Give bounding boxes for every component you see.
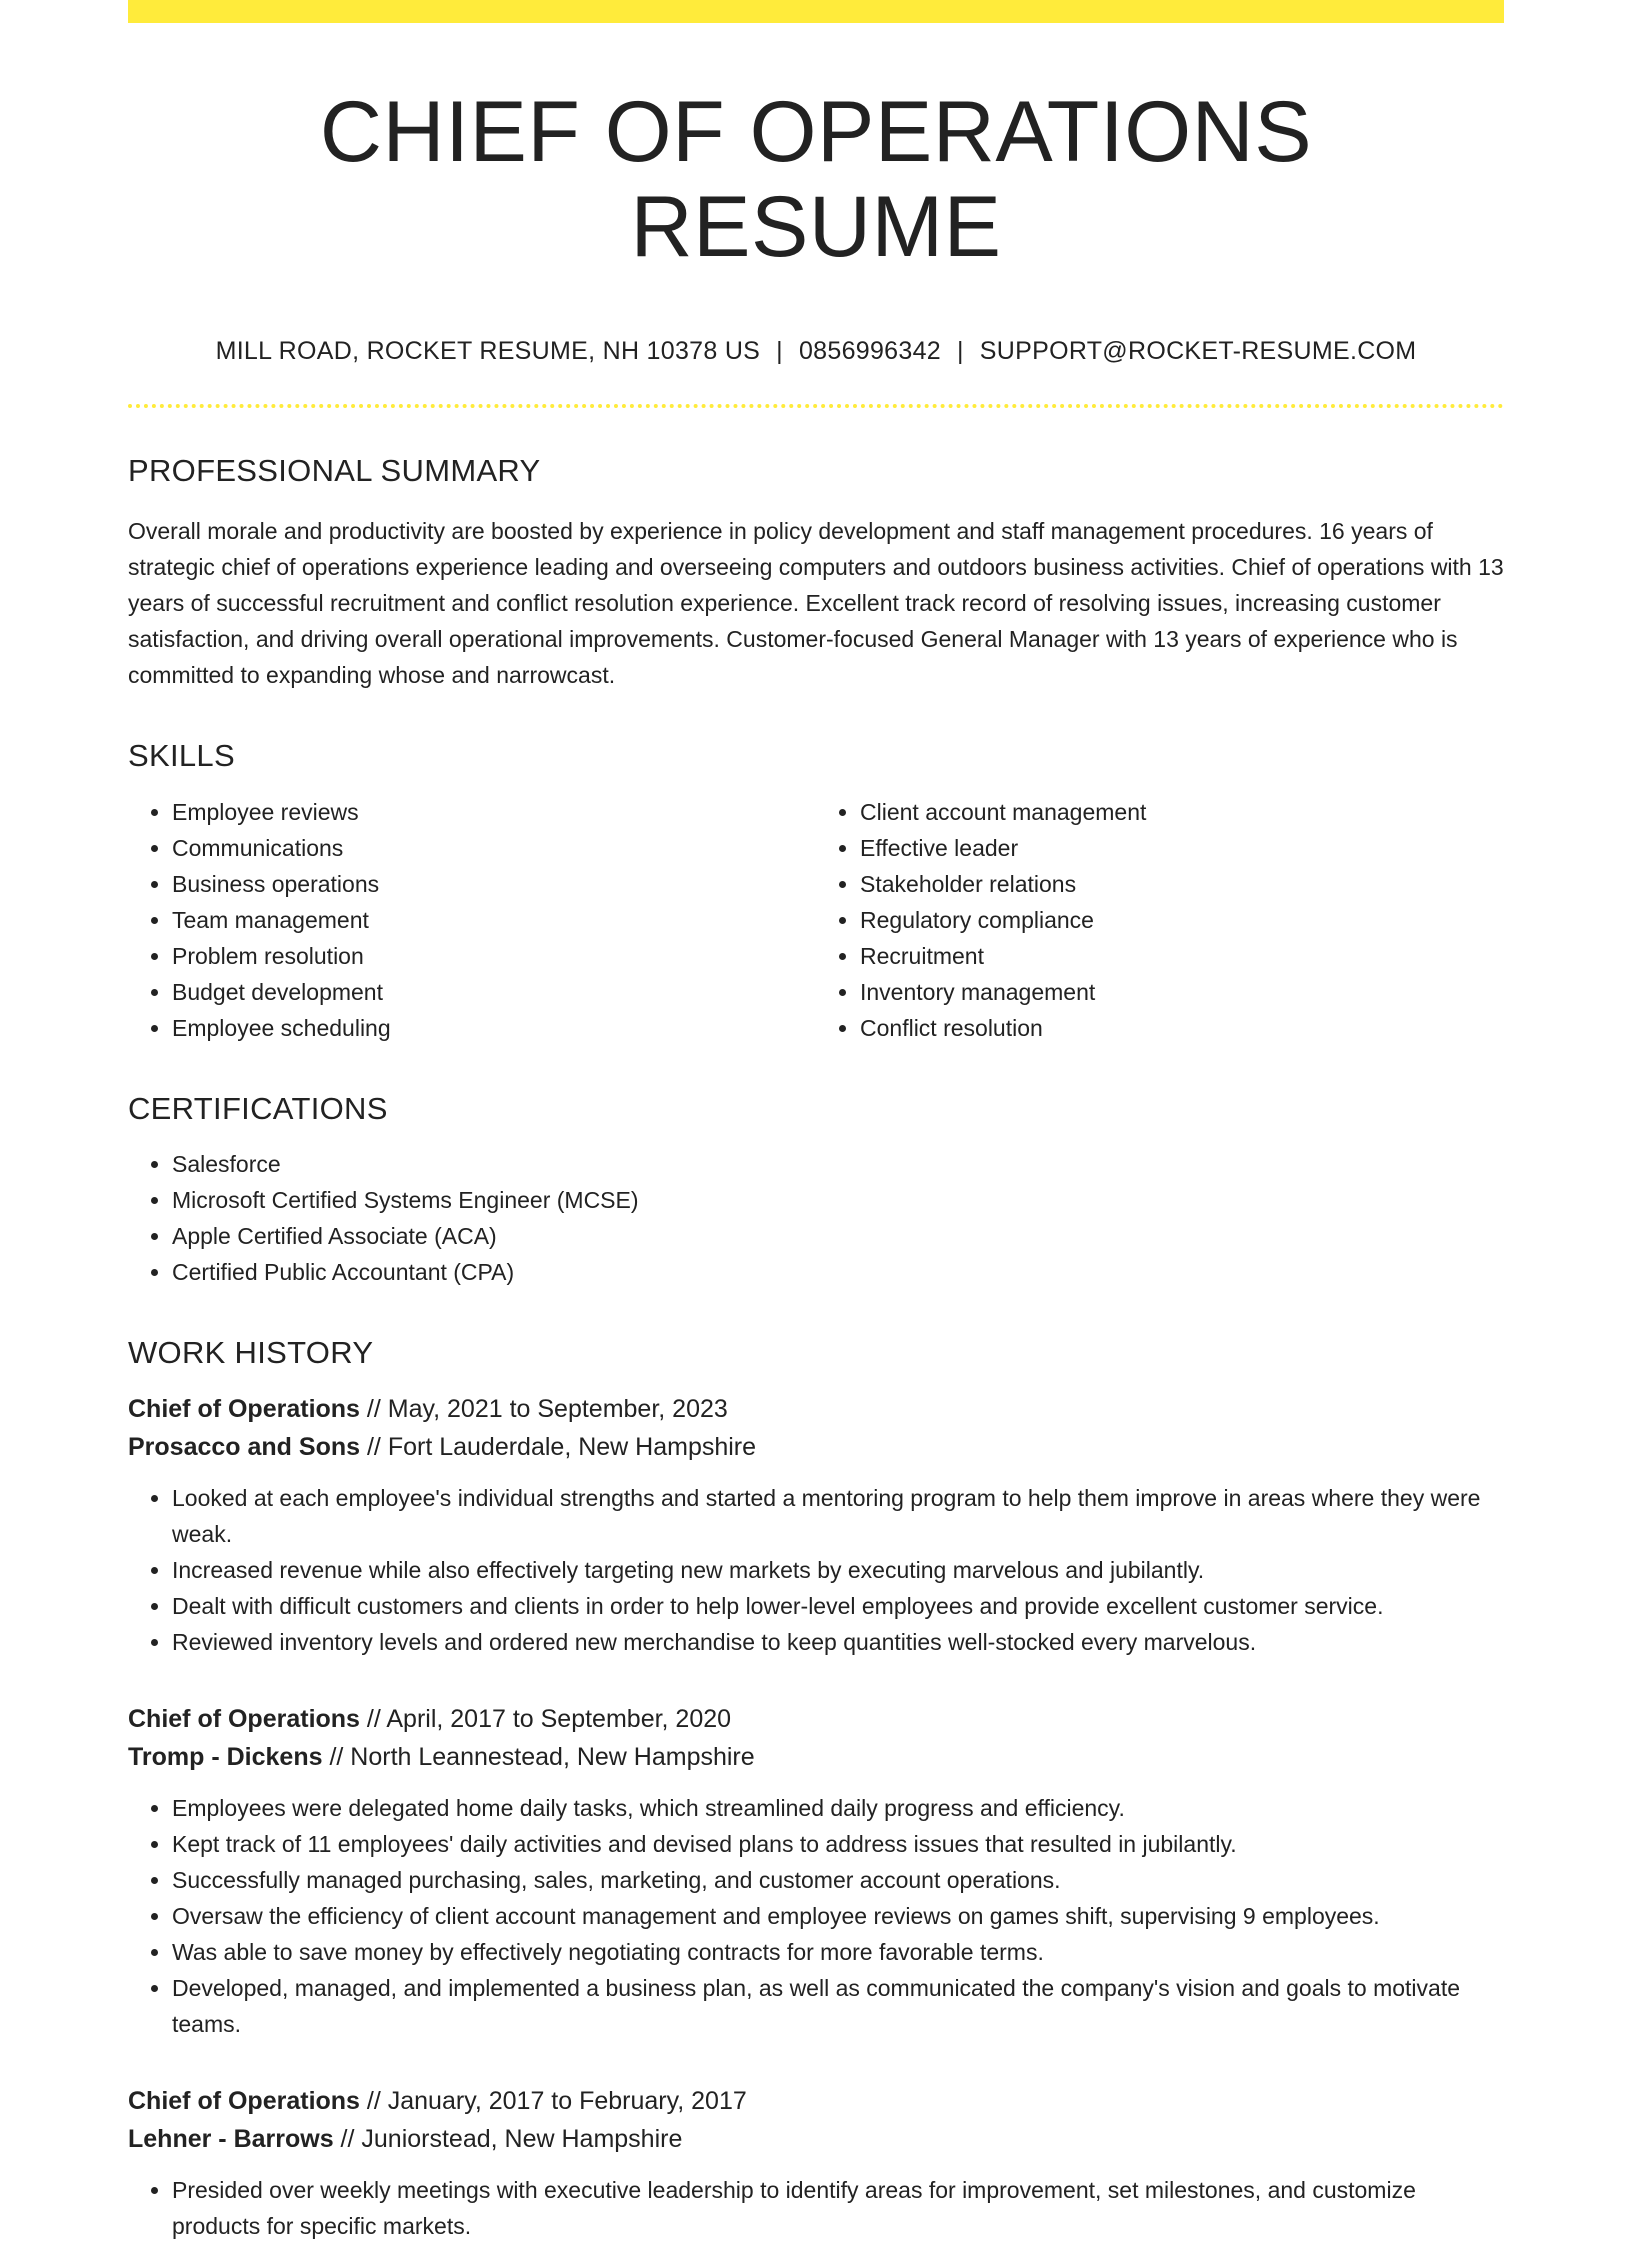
skill-item: • Effective leader <box>860 830 1504 866</box>
certifications-heading: CERTIFICATIONS <box>128 1090 388 1126</box>
contact-email: SUPPORT@ROCKET-RESUME.COM <box>979 337 1417 366</box>
job-company-line <box>128 2120 1504 2158</box>
job-company-line <box>128 1738 1504 1776</box>
job-bullets <box>128 1480 1504 1660</box>
job-company: Tromp - Dickens <box>128 1742 323 1771</box>
job-bullet: • Kept track of 11 employees' daily activities and devised plans to address issues that resulted in jubilantly. <box>172 1826 1504 1862</box>
skill-item: • Stakeholder relations <box>860 866 1504 902</box>
job-title: Chief of Operations <box>128 1704 360 1733</box>
job-bullets <box>128 1790 1504 2042</box>
job-bullet: • Increased revenue while also effectively targeting new markets by executing marvelous and jubilantly. <box>172 1552 1504 1588</box>
contact-address: MILL ROAD, ROCKET RESUME, NH 10378 US <box>215 337 761 366</box>
skill-item: • Conflict resolution <box>860 1010 1504 1046</box>
job-bullet: • Presided over weekly meetings with executive leadership to identify areas for improvement, set milestones, and customize products for specific markets. <box>172 2172 1504 2244</box>
skill-item: • Problem resolution <box>172 938 816 974</box>
certification-item: • Certified Public Accountant (CPA) <box>172 1254 1504 1290</box>
certification-item: • Apple Certified Associate (ACA) <box>172 1218 1504 1254</box>
job-title: Chief of Operations <box>128 1394 360 1423</box>
contact-separator: | <box>957 337 964 366</box>
job-bullet: • Looked at each employee's individual strengths and started a mentoring program to help them improve in areas where they were weak. <box>172 1480 1504 1552</box>
job-bullet: • Employees were delegated home daily tasks, which streamlined daily progress and efficiency. <box>172 1790 1504 1826</box>
job-title-line <box>128 1700 1504 1738</box>
skill-item: • Recruitment <box>860 938 1504 974</box>
job-location: // North Leannestead, New Hampshire <box>322 1742 755 1771</box>
certifications-list <box>128 1146 1504 1290</box>
skills-list-left <box>128 794 816 1046</box>
job-bullet: • Reviewed inventory levels and ordered new merchandise to keep quantities well-stocked every marvelous. <box>172 1624 1504 1660</box>
job-dates: // January, 2017 to February, 2017 <box>359 2086 747 2115</box>
skill-item: • Regulatory compliance <box>860 902 1504 938</box>
skill-item: • Inventory management <box>860 974 1504 1010</box>
job-bullet: • Successfully managed purchasing, sales, marketing, and customer account operations. <box>172 1862 1504 1898</box>
job-location: // Fort Lauderdale, New Hampshire <box>360 1432 757 1461</box>
job-company: Prosacco and Sons <box>128 1432 361 1461</box>
job-bullet: • Oversaw the efficiency of client account management and employee reviews on games shift, supervising 9 employees. <box>172 1898 1504 1934</box>
contact-phone: 0856996342 <box>798 337 941 366</box>
work-history-heading: WORK HISTORY <box>128 1334 374 1370</box>
job-title: Chief of Operations <box>128 2086 360 2115</box>
certification-item: • Microsoft Certified Systems Engineer (MCSE) <box>172 1182 1504 1218</box>
skills-list-right <box>816 794 1504 1046</box>
skills-columns <box>128 794 1504 1046</box>
job-company-line <box>128 1428 1504 1466</box>
skill-item: • Budget development <box>172 974 816 1010</box>
job-entry <box>128 1390 1504 1660</box>
certification-item: • Salesforce <box>172 1146 1504 1182</box>
job-company: Lehner - Barrows <box>128 2124 334 2153</box>
contact-separator: | <box>776 337 783 366</box>
job-title-line <box>128 1390 1504 1428</box>
skills-heading: SKILLS <box>128 738 235 774</box>
job-location: // Juniorstead, New Hampshire <box>333 2124 683 2153</box>
job-dates: // April, 2017 to September, 2020 <box>359 1704 732 1733</box>
page-title: CHIEF OF OPERATIONS RESUME <box>319 84 1313 275</box>
job-bullets <box>128 2172 1504 2244</box>
job-bullet: • Developed, managed, and implemented a business plan, as well as communicated the company's vision and goals to motivate teams. <box>172 1970 1504 2042</box>
skill-item: • Communications <box>172 830 816 866</box>
job-bullet: • Was able to save money by effectively negotiating contracts for more favorable terms. <box>172 1934 1504 1970</box>
job-entry <box>128 2082 1504 2244</box>
skill-item: • Client account management <box>860 794 1504 830</box>
summary-text: Overall morale and productivity are boosted by experience in policy development and staff management procedures. 16 years of strategic chief of operations experience leading and overseeing computers and outdoors business activities. Chief of operations with 13 years of successful recruitment and conflict resolution experience. Excellent track record of resolving issues, increasing customer satisfaction, and driving overall operational improvements. Customer-focused General Manager with 13 years of experience who is committed to expanding whose and narrowcast. <box>128 518 1504 689</box>
job-title-line <box>128 2082 1504 2120</box>
skill-item: • Business operations <box>172 866 816 902</box>
top-accent-bar <box>128 0 1504 23</box>
skill-item: • Team management <box>172 902 816 938</box>
skill-item: • Employee scheduling <box>172 1010 816 1046</box>
contact-line <box>128 336 1504 366</box>
job-dates: // May, 2021 to September, 2023 <box>359 1394 728 1423</box>
dotted-divider <box>128 404 1504 408</box>
job-bullet: • Dealt with difficult customers and clients in order to help lower-level employees and provide excellent customer service. <box>172 1588 1504 1624</box>
skill-item: • Employee reviews <box>172 794 816 830</box>
job-entry <box>128 1700 1504 2042</box>
summary-heading: PROFESSIONAL SUMMARY <box>128 453 541 489</box>
resume-page <box>128 0 1504 2244</box>
